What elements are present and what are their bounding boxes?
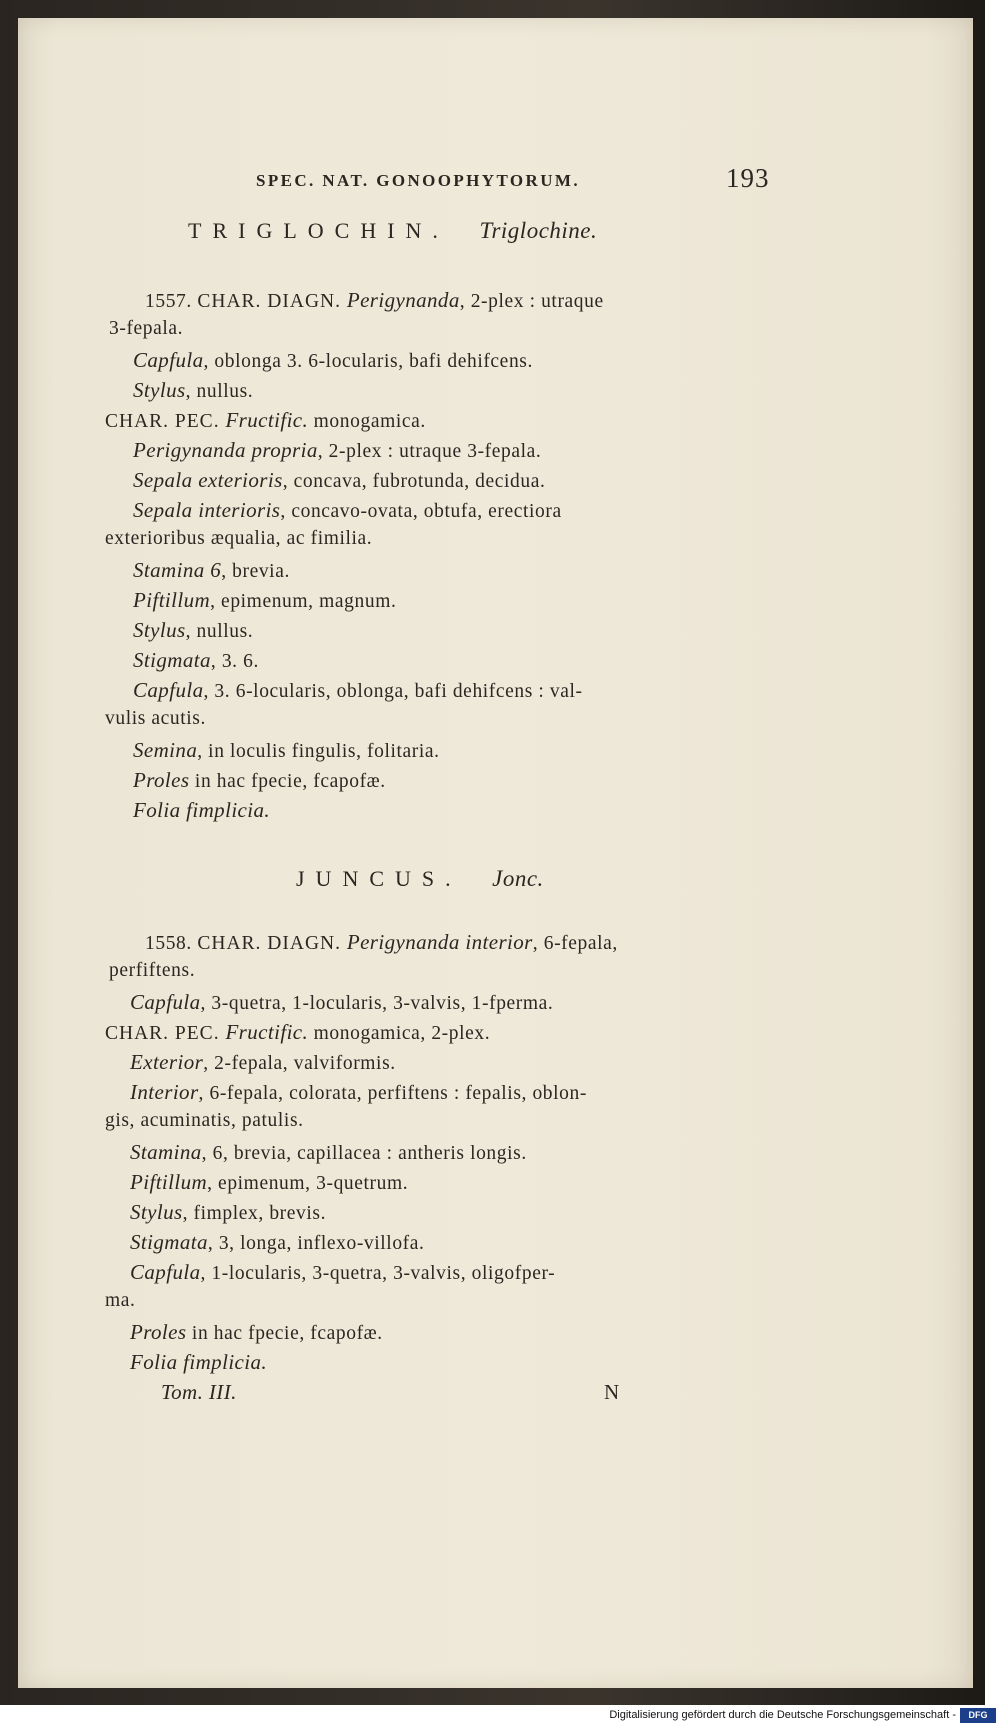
text-line <box>105 1290 136 1312</box>
text-line <box>130 1350 267 1375</box>
genus-name: JUNCUS. <box>296 866 462 891</box>
volume-mark: Tom. III. <box>161 1380 237 1404</box>
description: , 2-plex : utraque <box>459 291 604 312</box>
description: in hac fpecie, fcapofæ. <box>186 1323 383 1344</box>
description: monogamica. <box>308 411 426 432</box>
text-line <box>133 738 440 763</box>
text-line <box>130 1200 326 1225</box>
term: Capfula <box>130 990 201 1014</box>
term: Semina <box>133 738 198 762</box>
term: Sepala interioris <box>133 498 281 522</box>
genus-heading <box>188 218 597 244</box>
term: Capfula <box>133 348 204 372</box>
text-line <box>130 1260 555 1285</box>
description: , 2-plex : utraque 3-fepala. <box>317 441 542 462</box>
term: Capfula <box>133 678 204 702</box>
text-line <box>130 1080 587 1105</box>
entry-number: 1558. <box>145 933 198 954</box>
description: , 6-fepala, <box>532 933 618 954</box>
genus-common-name: Triglochine. <box>479 218 598 243</box>
term: Folia fimplicia. <box>133 798 271 822</box>
text-line <box>133 348 533 373</box>
description: , concavo-ovata, obtufa, erectiora <box>280 501 562 522</box>
description: , 3, longa, inflexo-villofa. <box>207 1233 425 1254</box>
text-line <box>105 528 372 550</box>
digitization-note: Digitalisierung gefördert durch die Deutsche Forschungsgemeinschaft - <box>609 1709 956 1721</box>
term: Stamina 6 <box>133 558 222 582</box>
text-line <box>133 468 546 493</box>
text-line <box>133 618 253 643</box>
text-line <box>133 648 259 673</box>
description: , 3-quetra, 1-locularis, 3-valvis, 1-fperma. <box>200 993 554 1014</box>
text-line <box>133 498 562 523</box>
term: Stylus <box>133 378 186 402</box>
description: monogamica, 2-plex. <box>308 1023 491 1044</box>
term: Perigynanda interior <box>346 930 533 954</box>
genus-common-name: Jonc. <box>492 866 544 891</box>
char-label: CHAR. DIAGN. <box>197 291 347 312</box>
text-line <box>133 678 583 703</box>
term: Exterior <box>130 1050 204 1074</box>
term: Stylus <box>133 618 186 642</box>
description: , 6, brevia, capillacea : antheris longis. <box>201 1143 527 1164</box>
description: vulis acutis. <box>105 708 206 729</box>
text-line <box>130 1320 383 1345</box>
description: gis, acuminatis, patulis. <box>105 1110 304 1131</box>
term: Proles <box>130 1320 187 1344</box>
gathering-signature <box>604 1380 620 1405</box>
text-line <box>109 960 195 982</box>
page-number: 193 <box>726 163 770 193</box>
term: Perigynanda <box>346 288 460 312</box>
description: ma. <box>105 1290 136 1311</box>
text-line <box>133 768 386 793</box>
text-line <box>130 1230 425 1255</box>
term: Stigmata <box>130 1230 208 1254</box>
text-line <box>105 408 426 433</box>
genus-heading <box>296 866 544 892</box>
text-line <box>145 930 618 955</box>
description: , nullus. <box>185 381 254 402</box>
description: , epimenum, magnum. <box>210 591 397 612</box>
text-line <box>105 708 206 730</box>
term: Piftillum <box>133 588 211 612</box>
description: , 6-fepala, colorata, perfiftens : fepalis, oblon- <box>198 1083 587 1104</box>
description: , fimplex, brevis. <box>182 1203 327 1224</box>
text-line <box>109 318 183 340</box>
description: , 3. 6-locularis, oblonga, bafi dehifcens : val- <box>203 681 583 702</box>
term: Proles <box>133 768 190 792</box>
text-line <box>145 288 604 313</box>
text-line <box>130 1140 527 1165</box>
book-page <box>18 18 973 1688</box>
term: Stamina <box>130 1140 202 1164</box>
text-line <box>133 558 290 583</box>
term: Interior <box>130 1080 199 1104</box>
description: in hac fpecie, fcapofæ. <box>189 771 386 792</box>
page-text <box>18 18 973 1688</box>
term: Sepala exterioris <box>133 468 283 492</box>
description: , in loculis fingulis, folitaria. <box>197 741 440 762</box>
dfg-logo: DFG <box>960 1708 996 1723</box>
text-line <box>133 798 270 823</box>
text-line <box>105 1110 304 1132</box>
genus-name: TRIGLOCHIN. <box>188 218 449 243</box>
term: Folia fimplicia. <box>130 1350 268 1374</box>
term: Fructific. <box>225 408 309 432</box>
text-line <box>130 1050 396 1075</box>
text-line <box>130 990 553 1015</box>
text-line <box>133 438 541 463</box>
description: , nullus. <box>185 621 254 642</box>
char-label: CHAR. DIAGN. <box>197 933 347 954</box>
description: perfiftens. <box>109 960 196 981</box>
text-line <box>105 1020 490 1045</box>
description: exterioribus æqualia, ac fimilia. <box>105 528 373 549</box>
term: Capfula <box>130 1260 201 1284</box>
text-line <box>130 1170 408 1195</box>
description: , concava, fubrotunda, decidua. <box>282 471 546 492</box>
running-head: SPEC. NAT. GONOOPHYTORUM. <box>256 171 580 190</box>
description: , 1-locularis, 3-quetra, 3-valvis, oligofper- <box>200 1263 556 1284</box>
description: , 2-fepala, valviformis. <box>203 1053 396 1074</box>
term: Stylus <box>130 1200 183 1224</box>
description: , oblonga 3. 6-locularis, bafi dehifcens. <box>203 351 533 372</box>
char-label: CHAR. PEC. <box>105 411 226 432</box>
description: , 3. 6. <box>210 651 259 672</box>
term: Piftillum <box>130 1170 208 1194</box>
description: , brevia. <box>221 561 290 582</box>
entry-number: 1557. <box>145 291 198 312</box>
term: Fructific. <box>225 1020 309 1044</box>
description: 3-fepala. <box>109 318 184 339</box>
description: , epimenum, 3-quetrum. <box>207 1173 409 1194</box>
term: Perigynanda propria <box>133 438 318 462</box>
text-line <box>133 588 396 613</box>
volume-signature <box>161 1380 237 1405</box>
term: Stigmata <box>133 648 211 672</box>
signature-letter: N <box>604 1380 620 1404</box>
char-label: CHAR. PEC. <box>105 1023 226 1044</box>
text-line <box>133 378 253 403</box>
digitization-footer <box>0 1705 1000 1727</box>
